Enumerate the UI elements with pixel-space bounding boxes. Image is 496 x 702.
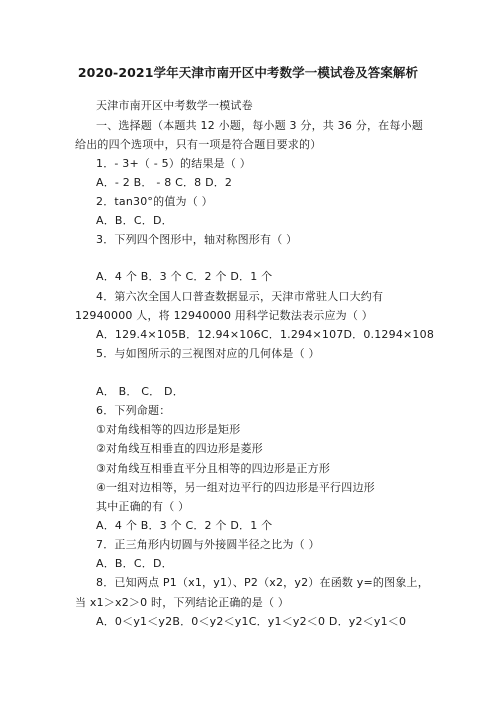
question-1-options: A．- 2 B． - 8 C．8 D．2 [96,176,233,189]
question-6: 6．下列命题： [96,404,171,417]
question-8-cont: 当 x1＞x2＞0 时，下列结论正确的是（ ） [75,596,290,609]
document-title: 2020-2021学年天津市南开区中考数学一模试卷及答案解析 [77,65,419,80]
question-3-options: A．4 个 B．3 个 C．2 个 D．1 个 [96,270,273,283]
question-4-options: A．129.4×105B．12.94×106C．1.294×107D．0.1294×108 [96,328,435,341]
question-5: 5．与如图所示的三视图对应的几何体是（ ） [96,347,320,360]
section-heading-cont: 给出的四个选项中，只有一项是符合题目要求的） [75,138,322,151]
question-6-item-4: ④一组对边相等，另一组对边平行的四边形是平行四边形 [96,481,375,494]
question-3: 3．下列四个图形中，轴对称图形有（ ） [96,233,298,246]
section-heading: 一、选择题（本题共 12 小题，每小题 3 分，共 36 分，在每小题 [96,119,423,132]
question-6-item-1: ①对角线相等的四边形是矩形 [96,423,241,436]
question-1: 1．- 3+（ - 5）的结果是（ ） [96,157,251,170]
question-5-options: A． B． C． D． [96,385,184,398]
question-4: 4．第六次全国人口普查数据显示，天津市常驻人口大约有 [96,290,384,303]
question-6-item-2: ②对角线互相垂直的四边形是菱形 [96,442,263,455]
question-2: 2．tan30°的值为（ ） [96,195,213,208]
question-7-options: A．B．C．D． [96,557,173,570]
question-2-options: A．B．C．D． [96,214,173,227]
question-7: 7．正三角形内切圆与外接圆半径之比为（ ） [96,538,320,551]
question-6-prompt: 其中正确的有（ ） [96,500,190,513]
subtitle: 天津市南开区中考数学一模试卷 [96,99,253,112]
question-4-cont: 12940000 人，将 12940000 用科学记数法表示应为（ ） [75,309,373,322]
question-6-options: A．4 个 B．3 个 C．2 个 D．1 个 [96,519,273,532]
question-6-item-3: ③对角线互相垂直平分且相等的四边形是正方形 [96,462,331,475]
question-8: 8．已知两点 P1（x1，y1）、P2（x2，y2）在函数 y=的图象上， [96,576,429,589]
question-8-options: A．0＜y1＜y2B．0＜y2＜y1C．y1＜y2＜0 D．y2＜y1＜0 [96,615,407,628]
